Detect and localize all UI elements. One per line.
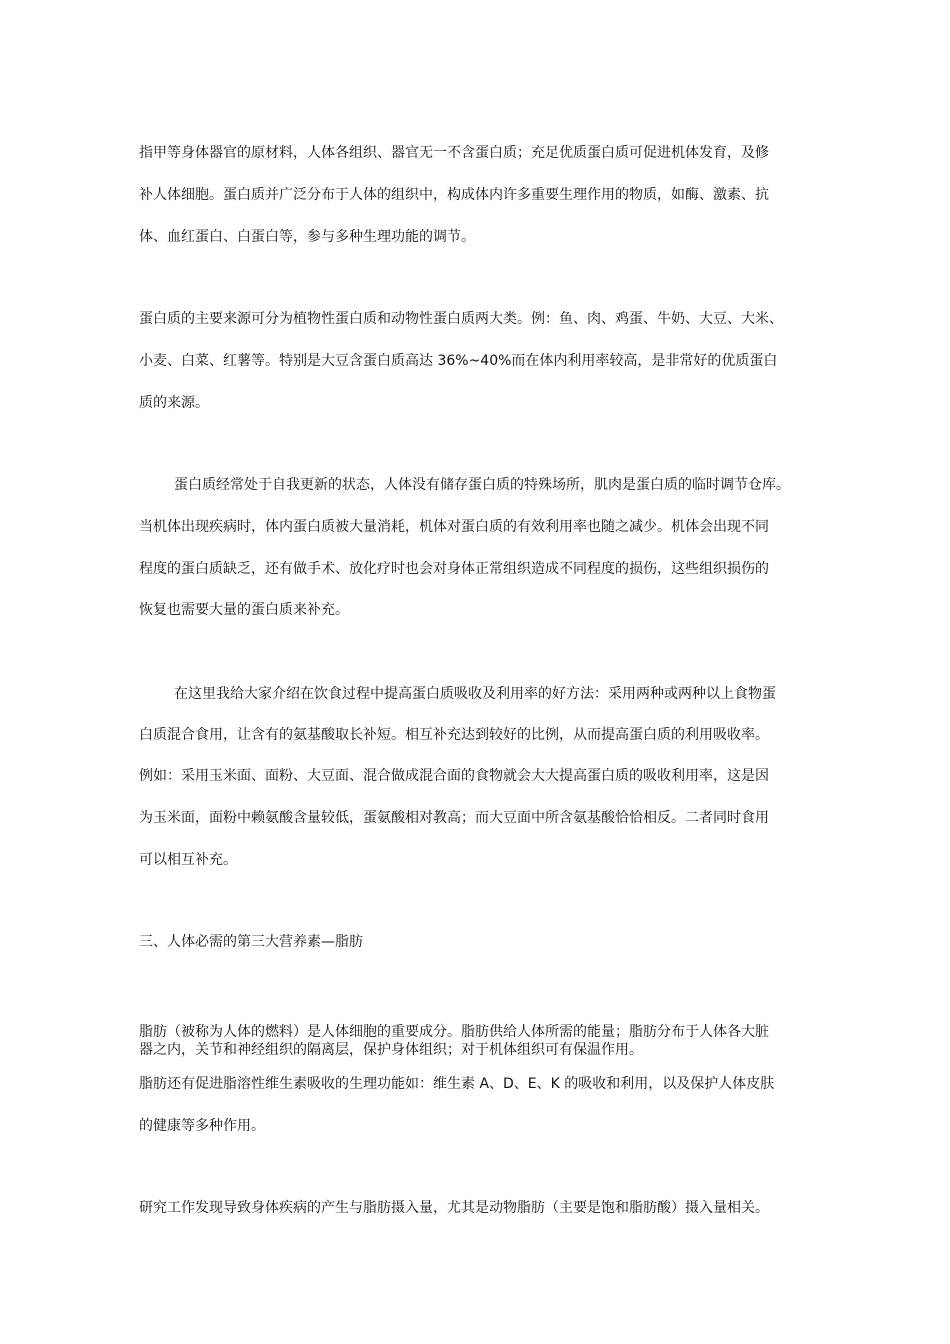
text-line: 恢复也需要大量的蛋白质来补充。 xyxy=(139,602,349,618)
text-line: 体、血红蛋白、白蛋白等，参与多种生理功能的调节。 xyxy=(139,229,475,245)
text-line: 当机体出现疾病时，体内蛋白质被大量消耗，机体对蛋白质的有效利用率也随之减少。机体会出现不同 xyxy=(139,519,769,535)
text-line: 例如：采用玉米面、面粉、大豆面、混合做成混合面的食物就会大大提高蛋白质的吸收利用率，这是因 xyxy=(139,768,769,784)
text-line: 小麦、白菜、红薯等。特别是大豆含蛋白质高达 36%~40%而在体内利用率较高，是非常好的优质蛋白 xyxy=(139,353,778,369)
text-line: 在这里我给大家介绍在饮食过程中提高蛋白质吸收及利用率的好方法：采用两种或两种以上食物蛋 xyxy=(174,686,776,702)
text-line: 指甲等身体器官的原材料，人体各组织、器官无一不含蛋白质；充足优质蛋白质可促进机体发育，及修 xyxy=(139,145,769,161)
text-line: 蛋白质的主要来源可分为植物性蛋白质和动物性蛋白质两大类。例：鱼、肉、鸡蛋、牛奶、大豆、大米、 xyxy=(139,311,783,327)
section-heading: 三、人体必需的第三大营养素—脂肪 xyxy=(139,934,363,950)
text-line: 质的来源。 xyxy=(139,395,209,411)
text-line: 程度的蛋白质缺乏，还有做手术、放化疗时也会对身体正常组织造成不同程度的损伤，这些组织损伤的 xyxy=(139,561,769,577)
text-line: 的健康等多种作用。 xyxy=(139,1118,265,1134)
text-line: 补人体细胞。蛋白质并广泛分布于人体的组织中，构成体内许多重要生理作用的物质，如酶、激素、抗 xyxy=(139,187,769,203)
text-line: 可以相互补充。 xyxy=(139,852,237,868)
text-line: 为玉米面，面粉中赖氨酸含量较低，蛋氨酸相对教高；而大豆面中所含氨基酸恰恰相反。二者同时食用 xyxy=(139,810,769,826)
text-line: 蛋白质经常处于自我更新的状态，人体没有储存蛋白质的特殊场所，肌肉是蛋白质的临时调节仓库。 xyxy=(174,477,790,493)
text-line: 脂肪（被称为人体的燃料）是人体细胞的重要成分。脂肪供给人体所需的能量；脂肪分布于人体各大脏 xyxy=(139,1024,769,1040)
text-line: 脂肪还有促进脂溶性维生素吸收的生理功能如：维生素 A、D、E、K 的吸收和利用，以及保护人体皮肤 xyxy=(139,1076,775,1092)
text-line: 白质混合食用，让含有的氨基酸取长补短。相互补充达到较好的比例，从而提高蛋白质的利用吸收率。 xyxy=(139,727,769,743)
text-line: 研究工作发现导致身体疾病的产生与脂肪摄入量，尤其是动物脂肪（主要是饱和脂肪酸）摄入量相关。 xyxy=(139,1200,769,1216)
text-line: 器之内，关节和神经组织的隔离层，保护身体组织；对于机体组织可有保温作用。 xyxy=(139,1042,643,1058)
